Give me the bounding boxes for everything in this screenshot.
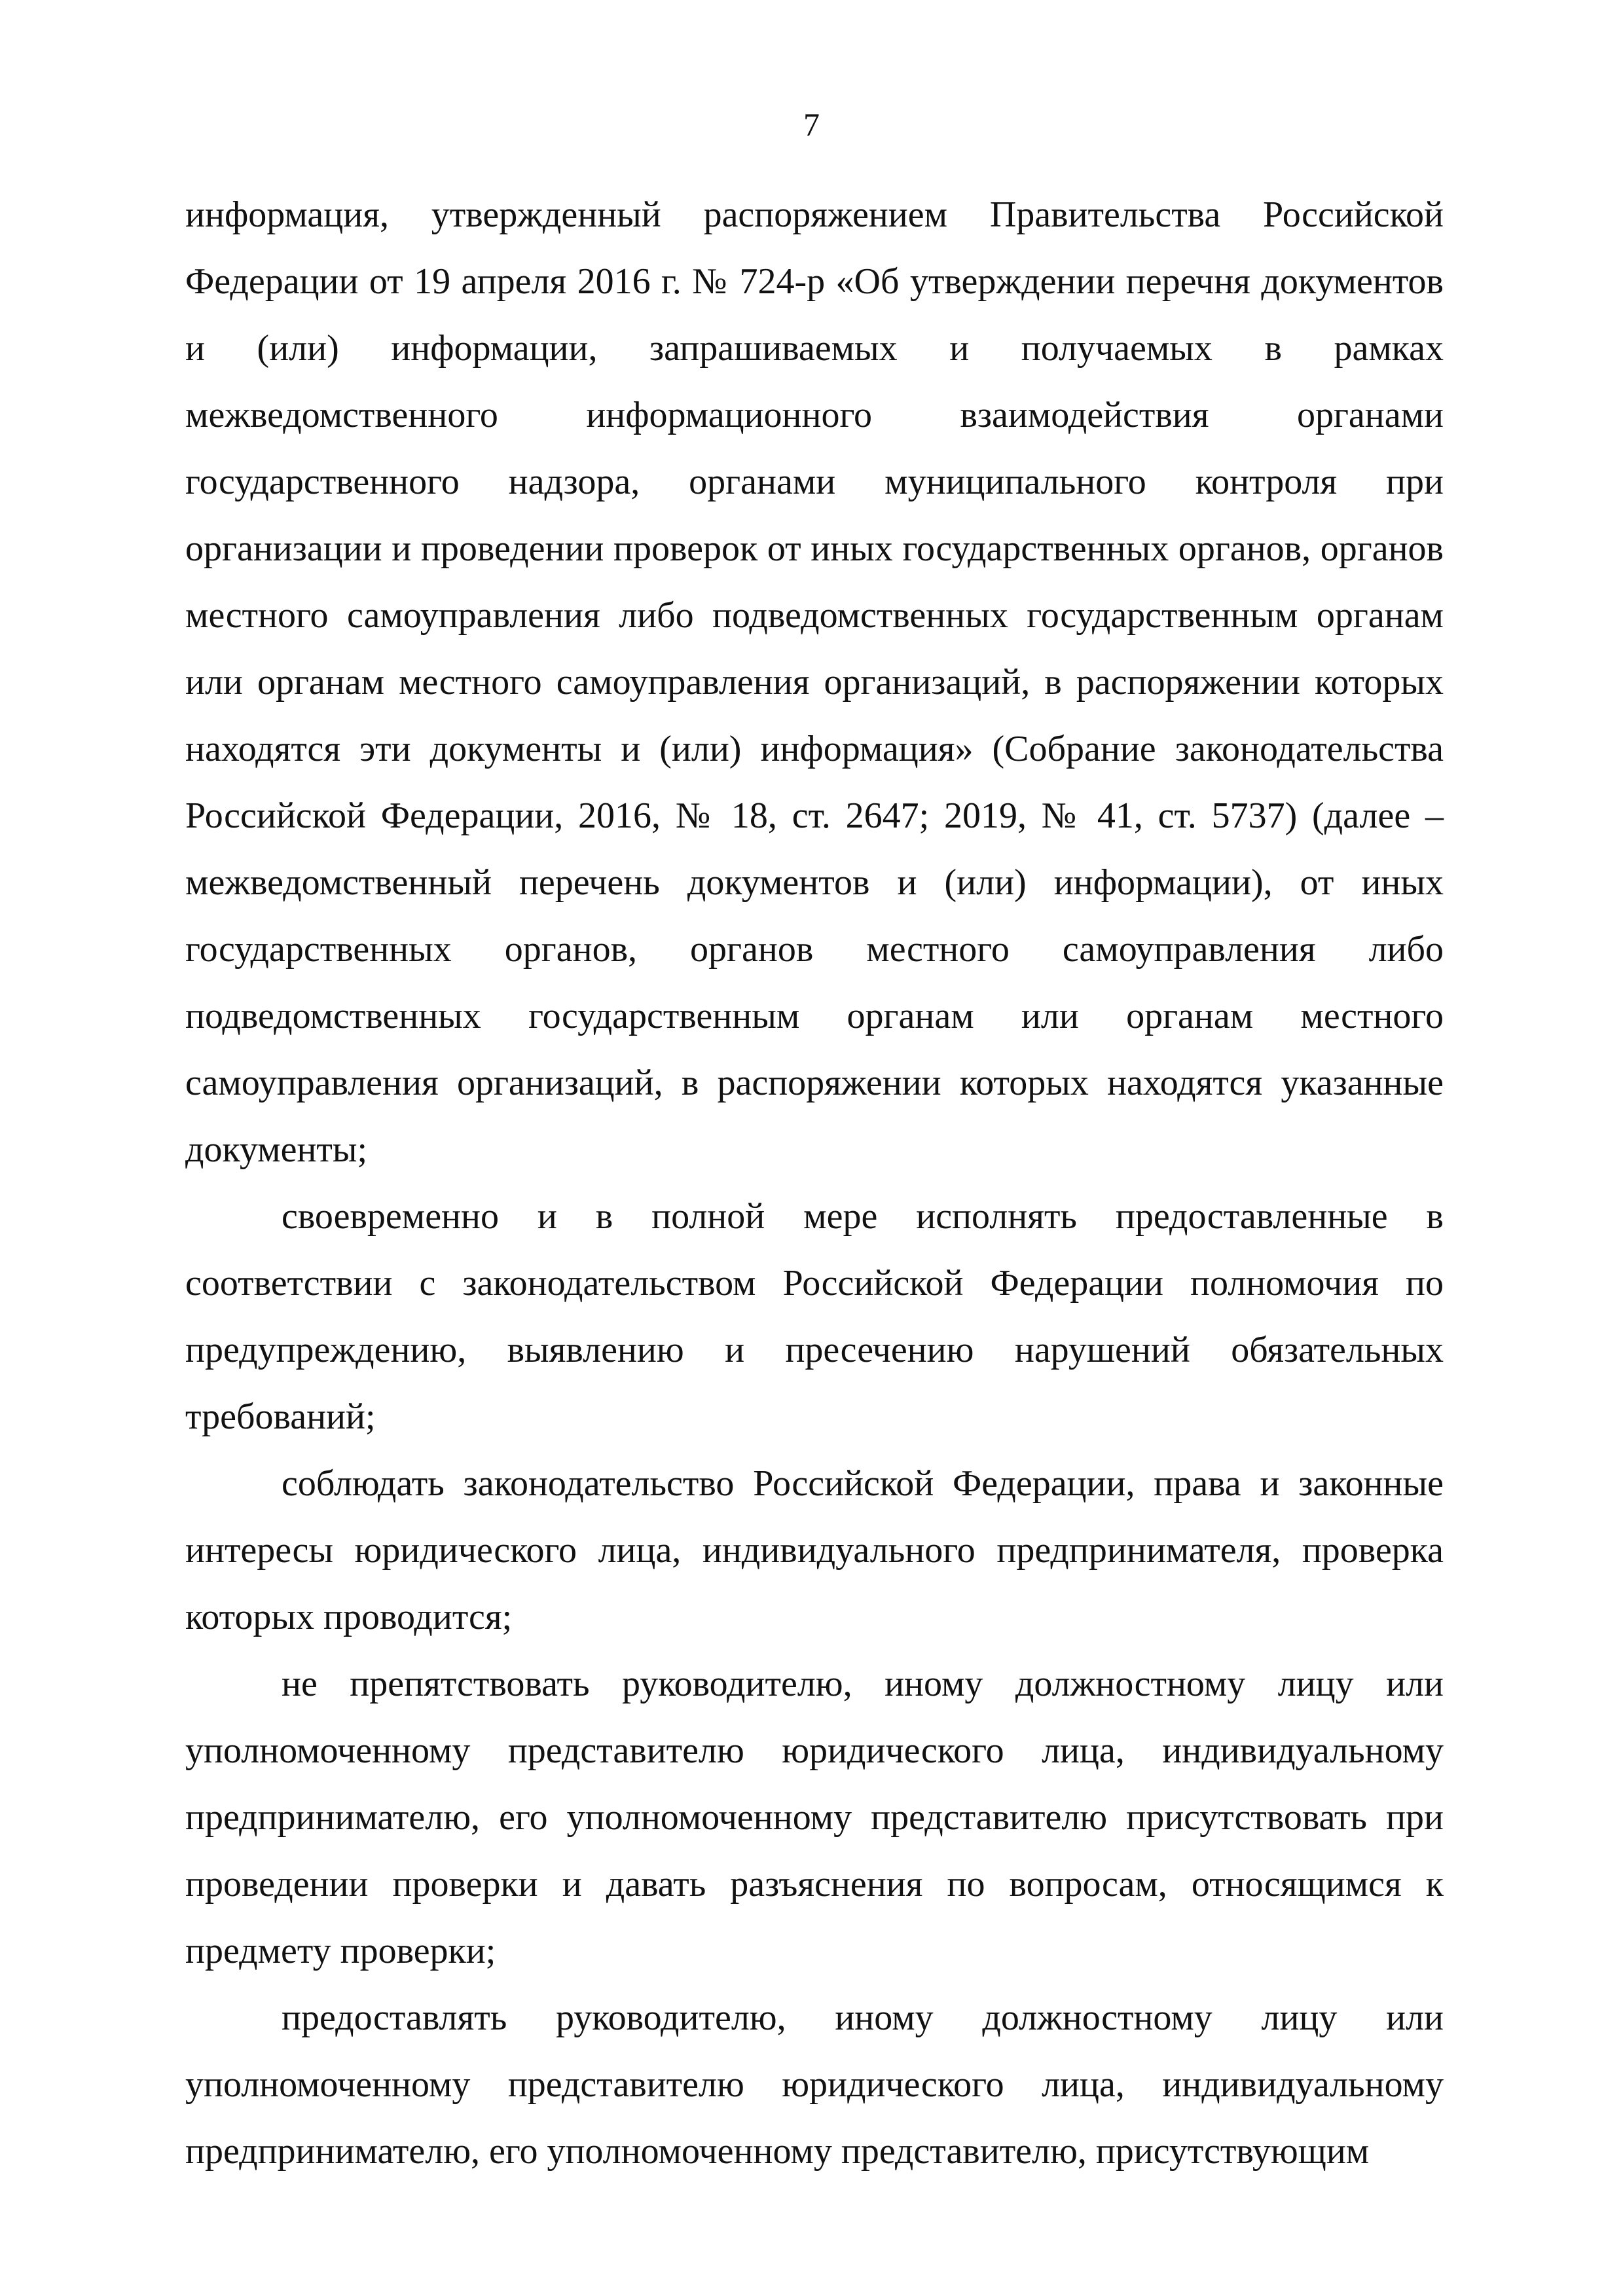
page-number: 7 bbox=[803, 106, 820, 143]
paragraph-3: соблюдать законодательство Российской Федерации, права и законные интересы юридического лица, индивидуального предпринимателя, проверка которых проводится; bbox=[185, 1463, 1444, 1637]
paragraph-1: информация, утвержденный распоряжением Правительства Российской Федерации от 19 апреля 2016 г. № 724-р «Об утверждении перечня документов и (или) информации, запрашиваемых и получаемых в рамках межведомственного информационного взаимодействия органами государственного надзора, органами муниципального контроля при организации и проведении проверок от иных государственных органов, органов местного самоуправления либо подведомственных государственным органам или органам местного самоуправления организаций, в распоряжении которых находятся эти документы и (или) информация» (Собрание законодательства Российской Федерации, 2016, № 18, ст. 2647; 2019, № 41, ст. 5737) (далее – межведомственный перечень документов и (или) информации), от иных государственных органов, органов местного самоуправления либо подведомственных государственным органам или органам местного самоуправления организаций, в распоряжении которых находятся указанные документы; bbox=[185, 194, 1444, 1170]
document-body bbox=[185, 181, 1444, 2185]
paragraph-2: своевременно и в полной мере исполнять предоставленные в соответствии с законодательством Российской Федерации полномочия по предупреждению, выявлению и пресечению нарушений обязательных требований; bbox=[185, 1196, 1444, 1437]
paragraph-4: не препятствовать руководителю, иному должностному лицу или уполномоченному представителю юридического лица, индивидуальному предпринимателю, его уполномоченному представителю присутствовать при проведении проверки и давать разъяснения по вопросам, относящимся к предмету проверки; bbox=[185, 1664, 1444, 1971]
paragraph-5: предоставлять руководителю, иному должностному лицу или уполномоченному представителю юридического лица, индивидуальному предпринимателю, его уполномоченному представителю, присутствующим bbox=[185, 1997, 1444, 2172]
